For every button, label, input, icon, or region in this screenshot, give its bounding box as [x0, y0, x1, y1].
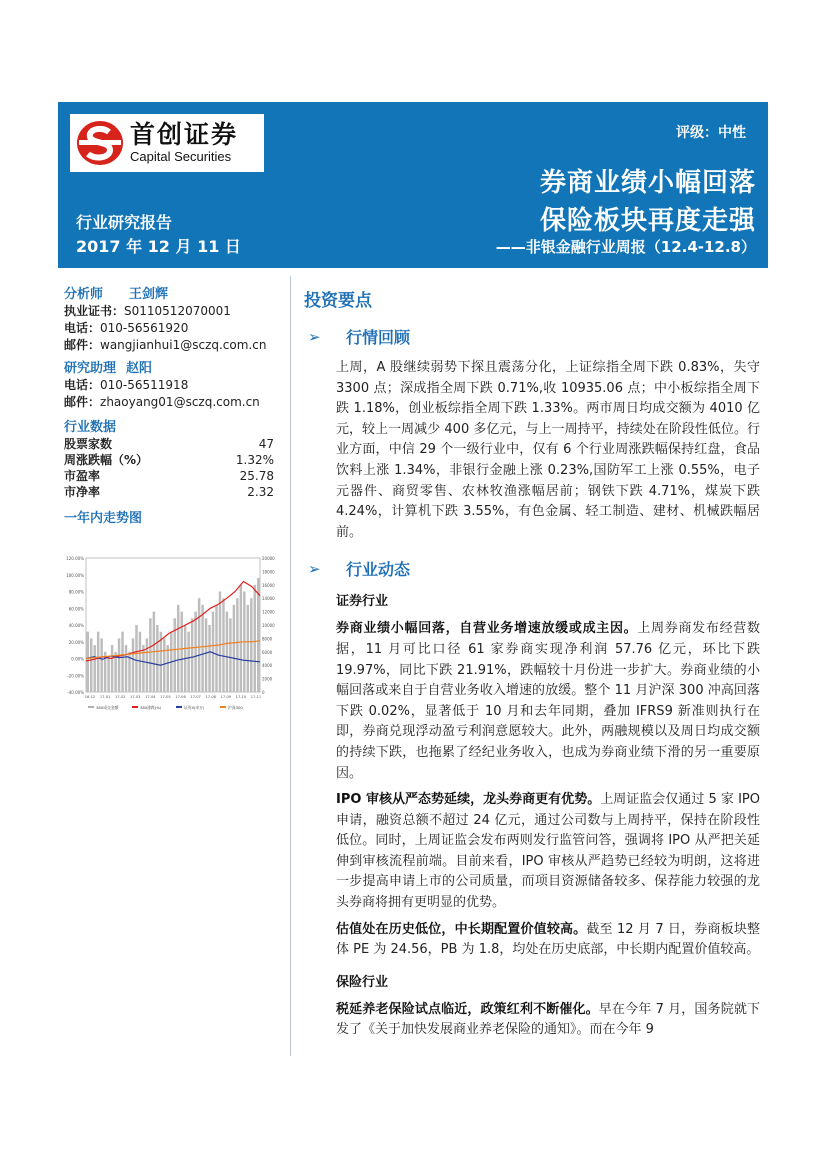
stat-label: 股票家数: [64, 437, 113, 451]
email-label: 邮件：: [64, 395, 101, 409]
y-right-tick-label: 6000: [262, 649, 273, 655]
analyst-name: 王剑辉: [129, 287, 169, 302]
volume-bar: [250, 598, 252, 692]
email-value: wangjianhui1@sczq.com.cn: [100, 338, 267, 352]
trend-chart-title: 一年内走势图: [64, 511, 143, 526]
volume-bar: [247, 605, 249, 692]
legend-swatch: [176, 706, 182, 708]
main-heading: 投资要点: [304, 291, 372, 311]
report-subtitle: ——非银金融行业周报（12.4-12.8）: [495, 238, 756, 256]
volume-bar: [118, 638, 120, 692]
report-header: [58, 102, 768, 268]
section-title: 行业动态: [346, 560, 411, 580]
paragraph-lead: IPO 审核从严态势延续，龙头券商更有优势。: [336, 792, 601, 808]
legend-label: 证券II(申万): [184, 705, 205, 710]
y-left-tick-label: 100.00%: [66, 572, 84, 578]
volume-bar: [198, 598, 200, 692]
volume-bar: [229, 618, 231, 692]
volume-bar: [90, 638, 92, 692]
y-right-tick-label: 16000: [262, 582, 275, 588]
stat-row: [64, 468, 280, 484]
volume-bar: [194, 612, 196, 692]
y-right-tick-label: 20000: [262, 556, 275, 561]
stat-row: [64, 452, 280, 468]
volume-bar: [187, 632, 189, 692]
paragraph-text: 早在今年 7 月，国务院就下发了《关于加快发展商业养老保险的通知》。而在今年 9: [336, 1001, 760, 1038]
stat-value: 47: [258, 437, 274, 451]
paragraph: [336, 619, 760, 784]
paragraph-text: 上周，A 股继续弱势下探且震荡分化，上证综指全周下跌 0.83%，失守 3300 点；深成指全周下跌 0.71%,收 10935.06 点；中小板综指全周下跌 1.18%，创业板综指全周下跌 1.33%。两市周日均成交额为 4010 亿元，较上一周减少 400 多亿元，与上一周持平，持续处在阶段性低位。行业方面，中信 29 个一级行业中，仅有 6 个行业周涨跌幅保持红盘，食品饮料上涨 1.34%，非银行金融上涨 0.23%,国防军工上涨 0.55%，电子元器件、商贸零售、农林牧渔涨幅居前；钢铁下跌 4.71%，煤炭下跌 4.24%，计算机下跌 3.55%，有色金属、轻工制造、建材、机械跌幅居前。: [336, 360, 760, 540]
analyst-phone: [64, 320, 280, 337]
y-left-tick-label: 120.00%: [66, 556, 84, 561]
legend-label: 沪深300: [228, 705, 243, 710]
phone-value: 010-56561920: [100, 321, 189, 335]
assistant-label: 研究助理: [64, 361, 117, 376]
stat-row: [64, 484, 280, 500]
volume-bar: [205, 618, 207, 692]
phone-value: 010-56511918: [100, 378, 189, 392]
logo-english: Capital Securities: [130, 149, 232, 164]
x-tick-label: 17-02: [114, 695, 126, 699]
section-heading-review: [304, 325, 764, 348]
x-tick-label: 17-11: [250, 695, 262, 699]
volume-bar: [167, 645, 169, 692]
trend-chart: [64, 550, 278, 720]
paragraph: [336, 790, 760, 914]
volume-bar: [121, 632, 123, 692]
phone-label: 电话：: [64, 321, 101, 335]
legend-swatch: [88, 706, 94, 708]
volume-bar: [226, 612, 228, 692]
x-tick-label: 17-06: [175, 695, 186, 699]
phone-label: 电话：: [64, 378, 101, 392]
x-tick-label: 17-09: [220, 695, 232, 699]
y-left-tick-label: -40.00%: [67, 690, 84, 695]
y-right-tick-label: 2000: [262, 676, 273, 682]
email-label: 邮件：: [64, 338, 101, 352]
volume-bar: [222, 598, 224, 692]
y-right-tick-label: 4000: [262, 663, 273, 669]
y-left-tick-label: 60.00%: [68, 606, 84, 612]
volume-bar: [201, 605, 203, 692]
stat-value: 2.32: [247, 485, 274, 499]
y-left-tick-label: 20.00%: [68, 639, 84, 645]
analyst-cert: [64, 303, 280, 320]
y-right-tick-label: 8000: [262, 636, 273, 642]
email-value: zhaoyang01@sczq.com.cn: [100, 395, 260, 409]
y-right-tick-label: 10000: [262, 623, 275, 628]
main-content: [304, 286, 764, 1041]
stat-value: 25.78: [239, 469, 274, 483]
subheading-securities: 证券行业: [336, 594, 389, 610]
subheading-insurance: 保险行业: [336, 974, 389, 990]
volume-bar: [125, 645, 127, 692]
logo-text: [130, 121, 238, 165]
analyst-heading: [64, 286, 280, 303]
report-type: 行业研究报告: [76, 213, 173, 232]
assistant-phone: [64, 377, 280, 394]
legend-label: 380成交金额: [96, 705, 119, 710]
section-heading-news: [304, 557, 764, 580]
paragraph: [336, 920, 760, 961]
stat-value: 1.32%: [235, 453, 274, 467]
volume-bar: [215, 605, 217, 692]
x-tick-label: 17-05: [160, 695, 171, 699]
assistant-name: 赵阳: [126, 361, 153, 376]
volume-bar: [212, 612, 214, 692]
volume-bar: [254, 585, 256, 692]
paragraph: [336, 1000, 760, 1041]
volume-bar: [97, 632, 99, 692]
y-right-tick-label: 12000: [262, 609, 275, 615]
assistant-heading: [64, 360, 280, 377]
volume-bar: [156, 625, 158, 692]
y-left-tick-label: -20.00%: [67, 673, 84, 679]
volume-bar: [240, 585, 242, 692]
sidebar: [64, 286, 280, 527]
cert-value: S0110512070001: [124, 304, 231, 318]
paragraph-lead: 税延养老保险试点临近，政策红利不断催化。: [336, 1001, 599, 1017]
industry-stats: [64, 436, 280, 500]
volume-bar: [180, 612, 182, 692]
report-title-line2: 保险板块再度走强: [539, 206, 756, 236]
report-title-line1: 券商业绩小幅回落: [539, 168, 756, 198]
column-divider: [290, 276, 291, 1056]
paragraph-lead: 估值处在历史低位，中长期配置价值较高。: [336, 921, 587, 937]
stat-label: 周涨跌幅（%）: [64, 453, 149, 467]
section-title: 行情回顾: [346, 328, 411, 347]
y-left-tick-label: 40.00%: [68, 623, 84, 628]
stat-row: [64, 436, 280, 452]
x-tick-label: 17-07: [190, 695, 201, 699]
x-tick-label: 17-04: [145, 695, 156, 699]
x-tick-label: 17-01: [99, 695, 111, 699]
analyst-label: 分析师: [64, 287, 104, 302]
stat-label: 市盈率: [64, 469, 101, 483]
paragraph-lead: 券商业绩小幅回落，自营业务增速放缓或成主因。: [336, 621, 638, 637]
x-tick-label: 17-03: [130, 695, 141, 699]
y-right-tick-label: 18000: [262, 569, 275, 575]
paragraph-text: 截至 12 月 7 日，券商板块整体 PE 为 24.56，PB 为 1.8，均处在历史底部，中长期内配置价值较高。: [336, 921, 760, 958]
volume-bar: [233, 605, 235, 692]
x-tick-label: 17-10: [235, 695, 247, 699]
volume-bar: [139, 632, 141, 692]
volume-bar: [111, 645, 113, 692]
volume-bar: [149, 618, 151, 692]
x-tick-label: 16-12: [84, 695, 96, 699]
volume-bar: [132, 638, 134, 692]
arrow-bullet-icon: ➢: [308, 559, 321, 578]
company-logo: [70, 114, 264, 172]
logo-chinese: 首创证券: [130, 120, 239, 149]
volume-bar: [236, 598, 238, 692]
analyst-email: [64, 337, 280, 354]
y-right-tick-label: 0: [262, 690, 265, 695]
paragraph-text: 上周证监会仅通过 5 家 IPO 申请，融资总额不超过 24 亿元，通过公司数与上周持平，保持在阶段性低位。同时，上周证监会发布两则发行监管问答，强调将 IPO 从严把关延伸到审核流程前端。目前来看，IPO 审核从严趋势已经较为明朗，这将进一步提高申请上市的公司质量，而项目资源储备较多、保荐能力较强的龙头券商将拥有更明显的优势。: [336, 792, 760, 911]
arrow-bullet-icon: ➢: [308, 327, 321, 346]
capital-securities-logo-icon: [76, 119, 124, 167]
volume-bar: [163, 638, 165, 692]
paragraph-text: 上周券商发布经营数据，11 月可比口径 61 家券商实现净利润 57.76 亿元，环比下跌 19.97%，同比下跌 21.91%，跌幅较十月份进一步扩大。券商业绩的小幅回落或来自于自营业务收入增速的放缓。整个 11 月沪深 300 冲高回落下跌 0.02%，显著低于 10 月和去年同期，叠加 IFRS9 新准则执行在即，券商兑现浮动盈亏利润意愿较大。此外，两融规模以及周日均成交额的持续下跌，也拖累了经纪业务收入，也成为券商业绩下滑的另一重要原因。: [336, 621, 760, 781]
volume-bar: [146, 638, 148, 692]
volume-bar: [100, 638, 102, 692]
legend-swatch: [132, 706, 138, 708]
volume-bar: [208, 625, 210, 692]
volume-bar: [219, 592, 221, 693]
paragraph: [336, 358, 760, 543]
volume-bar: [87, 632, 89, 692]
trend-chart-svg: [64, 550, 278, 720]
y-right-tick-label: 14000: [262, 596, 275, 602]
stat-label: 市净率: [64, 485, 101, 499]
industry-data-heading: 行业数据: [64, 420, 117, 435]
volume-bar: [191, 618, 193, 692]
report-date: 2017 年 12 月 11 日: [76, 237, 241, 256]
cert-label: 执业证书：: [64, 304, 125, 318]
x-tick-label: 17-08: [205, 695, 216, 699]
volume-bar: [135, 625, 137, 692]
legend-swatch: [220, 706, 226, 708]
volume-bar: [107, 659, 109, 693]
rating: 评级：中性: [676, 125, 746, 141]
volume-bar: [93, 645, 95, 692]
legend-label: 380涨跌(%): [140, 705, 162, 710]
y-left-tick-label: 80.00%: [68, 589, 84, 595]
assistant-email: [64, 394, 280, 411]
volume-bar: [177, 605, 179, 692]
y-left-tick-label: 0.00%: [71, 656, 84, 662]
